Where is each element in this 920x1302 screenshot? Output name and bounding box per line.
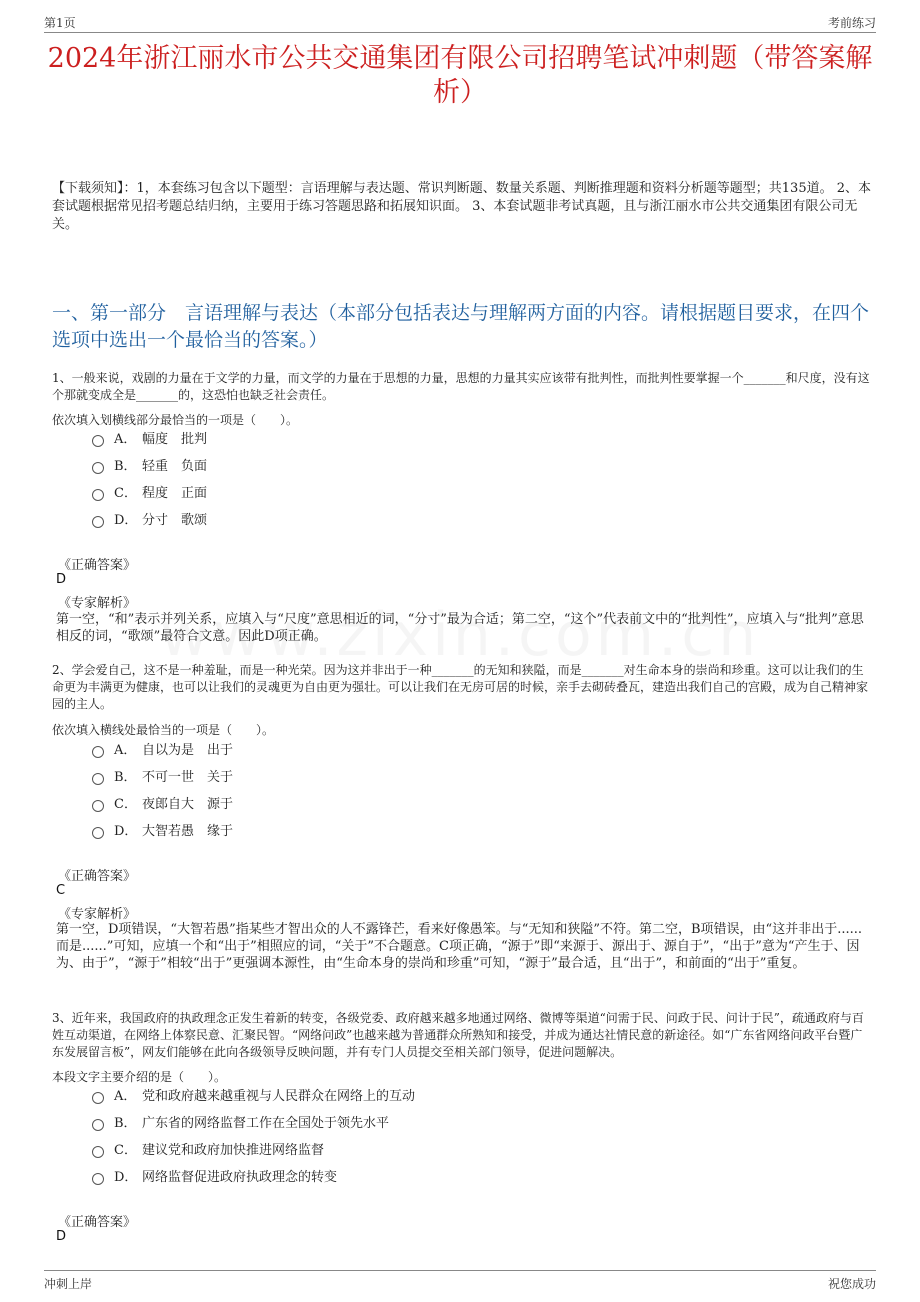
- radio-icon[interactable]: [92, 746, 104, 758]
- question-2-option-a[interactable]: A． 自以为是 出于: [92, 742, 233, 760]
- radio-icon[interactable]: [92, 800, 104, 812]
- question-1-text: 1、一般来说，戏剧的力量在于文学的力量，而文学的力量在于思想的力量，思想的力量其实应该带有批判性，而批判性要掌握一个_______和尺度，没有这个那就变成全是_______的，这恐怕也缺乏社会责任。: [52, 371, 870, 402]
- question-1-analysis: 第一空，“和”表示并列关系，应填入与“尺度”意思相近的词，“分寸”最为合适；第二空，“这个”代表前文中的“批判性”，应填入与“批判”意思相反的词，“歌颂”最符合文意。因此D项正确。: [56, 612, 864, 644]
- question-1-option-a[interactable]: A． 幅度 批判: [92, 431, 207, 449]
- radio-icon[interactable]: [92, 462, 104, 474]
- question-2-answer: C: [56, 883, 66, 898]
- analysis-label: 《专家解析》: [58, 596, 137, 611]
- radio-icon[interactable]: [92, 489, 104, 501]
- page-footer: [44, 1270, 876, 1295]
- radio-icon[interactable]: [92, 1119, 104, 1131]
- question-1-answer: D: [56, 572, 67, 587]
- radio-icon[interactable]: [92, 1146, 104, 1158]
- question-2-analysis: 第一空，D项错误，“大智若愚”指某些才智出众的人不露锋芒，看来好像愚笨。与“无知和狭隘”不符。第二空，B项错误，由“这并非出于......而是......”可知，应填一个和“出于”相照应的词，“关于”不合题意。C项正确，“源于”即“来源于、源出于、源自于”，“出于”意为“产生于、因为、由于”，“源于”相较“出于”更强调本源性，由“生命本身的崇尚和珍重”可知，“源于”最合适，且“出于”，和前面的“出于”重复。: [56, 922, 863, 971]
- question-3-option-b[interactable]: B． 广东省的网络监督工作在全国处于领先水平: [92, 1115, 389, 1133]
- header-label: 考前练习: [827, 16, 876, 30]
- radio-icon[interactable]: [92, 516, 104, 528]
- page-number: 第1页: [44, 16, 76, 30]
- question-3-option-c[interactable]: C． 建议党和政府加快推进网络监督: [92, 1142, 324, 1160]
- question-2-option-d[interactable]: D． 大智若愚 缘于: [92, 823, 233, 841]
- question-3-option-a[interactable]: A． 党和政府越来越重视与人民群众在网络上的互动: [92, 1088, 415, 1106]
- section-heading: 一、第一部分 言语理解与表达（本部分包括表达与理解两方面的内容。请根据题目要求，在四个选项中选出一个最恰当的答案。）: [52, 302, 870, 351]
- question-3-option-d[interactable]: D． 网络监督促进政府执政理念的转变: [92, 1169, 337, 1187]
- answer-label: 《正确答案》: [58, 869, 137, 884]
- radio-icon[interactable]: [92, 435, 104, 447]
- question-3-text: 3、近年来，我国政府的执政理念正发生着新的转变，各级党委、政府越来越多地通过网络、微博等渠道“问需于民、问政于民、问计于民”，疏通政府与百姓互动渠道，在网络上体察民意、汇聚民智。“网络问政”也越来越为普通群众所熟知和接受，并成为通达社情民意的新途径。如“广东省网络问政平台暨广东发展留言板”，网友们能够在此向各级领导反映问题，并有专门人员提交至相关部门领导，促进问题解决。: [52, 1011, 864, 1059]
- question-1-option-d[interactable]: D． 分寸 歌颂: [92, 512, 207, 530]
- footer-left: 冲刺上岸: [44, 1277, 93, 1291]
- question-2-text: 2、学会爱自己，这不是一种羞耻，而是一种光荣。因为这并非出于一种_______的无知和狭隘，而是_______对生命本身的崇尚和珍重。这可以让我们的生命更为丰满更为健康，也可以让我们的灵魂更为自由更为强壮。可以让我们在无房可居的时候，亲手去砌砖叠瓦，建造出我们自己的宫殿，成为自己精神家园的主人。: [52, 663, 869, 711]
- page-title: 2024年浙江丽水市公共交通集团有限公司招聘笔试冲刺题（带答案解析）: [47, 43, 873, 108]
- question-3-answer: D: [56, 1229, 67, 1244]
- page-header: [44, 12, 876, 33]
- answer-label: 《正确答案》: [58, 1215, 137, 1230]
- radio-icon[interactable]: [92, 827, 104, 839]
- radio-icon[interactable]: [92, 773, 104, 785]
- question-2-option-b[interactable]: B． 不可一世 关于: [92, 769, 233, 787]
- question-1-option-b[interactable]: B． 轻重 负面: [92, 458, 207, 476]
- download-notice: 【下载须知】：1，本套练习包含以下题型：言语理解与表达题、常识判断题、数量关系题、判断推理题和资料分析题等题型；共135道。 2、本套试题根据常见招考题总结归纳，主要用于练习答题思路和拓展知识面。 3、本套试题非考试真题，且与浙江丽水市公共交通集团有限公司无关。: [52, 181, 871, 232]
- question-2-option-c[interactable]: C． 夜郎自大 源于: [92, 796, 233, 814]
- footer-right: 祝您成功: [827, 1277, 876, 1291]
- question-1-instruction: 依次填入划横线部分最恰当的一项是（ ）。: [52, 413, 299, 427]
- question-2-instruction: 依次填入横线处最恰当的一项是（ ）。: [52, 723, 275, 737]
- question-1-option-c[interactable]: C． 程度 正面: [92, 485, 207, 503]
- answer-label: 《正确答案》: [58, 558, 137, 573]
- radio-icon[interactable]: [92, 1092, 104, 1104]
- analysis-label: 《专家解析》: [58, 907, 137, 922]
- question-3-instruction: 本段文字主要介绍的是（ ）。: [52, 1070, 227, 1084]
- radio-icon[interactable]: [92, 1173, 104, 1185]
